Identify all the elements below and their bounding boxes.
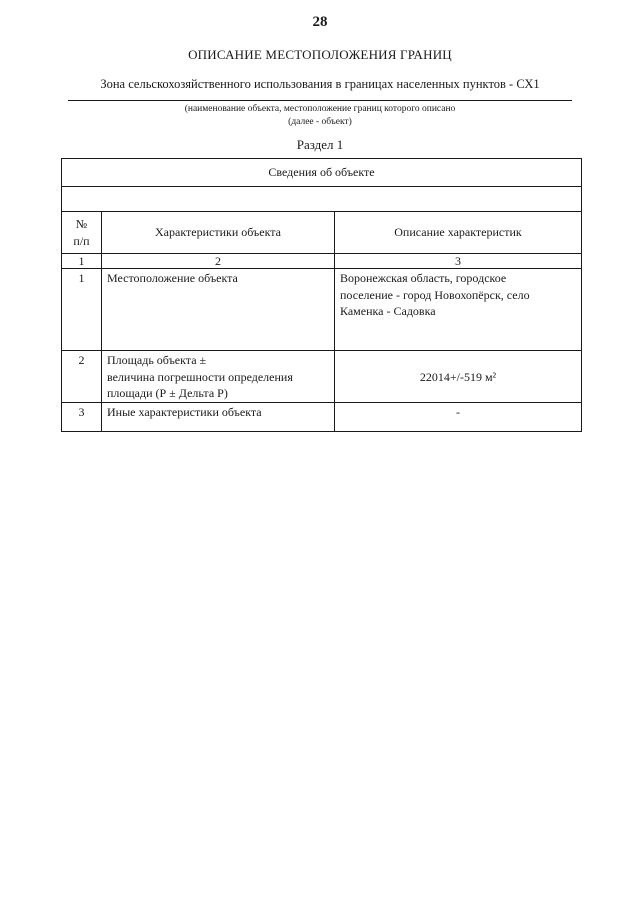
row-description [335,402,582,431]
table-row [62,351,582,403]
row-characteristic [102,351,335,403]
column-number-row [62,254,582,269]
description-line: 22014+/-519 м² [419,369,497,384]
page-number: 28 [312,14,328,30]
table-caption-row [62,159,582,187]
document-title: ОПИСАНИЕ МЕСТОПОЛОЖЕНИЯ ГРАНИЦ [188,47,452,62]
section-title: Раздел 1 [296,137,344,152]
description-line: Воронежская область, городское [340,271,507,285]
description-line: поселение - город Новохопёрск, село [340,287,530,302]
row-number: 2 [62,351,102,403]
table-header-row [62,212,582,254]
table-empty-row [62,187,582,212]
description-line: Каменка - Садовка [340,304,436,318]
characteristic-line: Площадь объекта ± [107,353,207,367]
object-name-underline [68,100,572,101]
object-name: Зона сельскохозяйственного использования в границах населенных пунктов - СХ1 [100,77,540,91]
description-line: - [456,404,460,419]
table-row [62,269,582,351]
table-caption: Сведения об объекте [62,159,582,187]
column-number-2: 2 [102,254,335,269]
row-description [335,351,582,403]
object-note-line-2: (далее - объект) [288,117,352,127]
characteristic-line: площади (Р ± Дельта Р) [107,386,228,400]
column-header-number-line-2: п/п [73,233,90,248]
column-number-3: 3 [335,254,582,269]
row-number: 3 [62,402,102,431]
object-info-table [61,158,582,432]
row-description [335,269,582,351]
column-header-number [62,212,102,254]
table-row [62,402,582,431]
row-characteristic [102,269,335,351]
characteristic-line: Местоположение объекта [107,271,238,285]
column-header-characteristic: Характеристики объекта [102,212,335,254]
row-number: 1 [62,269,102,351]
row-characteristic [102,402,335,431]
object-note-line-1: (наименование объекта, местоположение границ которого описано [184,104,456,114]
column-header-description: Описание характеристик [335,212,582,254]
column-header-number-line-1: № [75,217,88,231]
table-empty-cell [62,187,582,212]
characteristic-line: Иные характеристики объекта [107,404,262,419]
column-number-1: 1 [62,254,102,269]
characteristic-line: величина погрешности определения [107,369,293,384]
object-name-note [0,103,640,129]
